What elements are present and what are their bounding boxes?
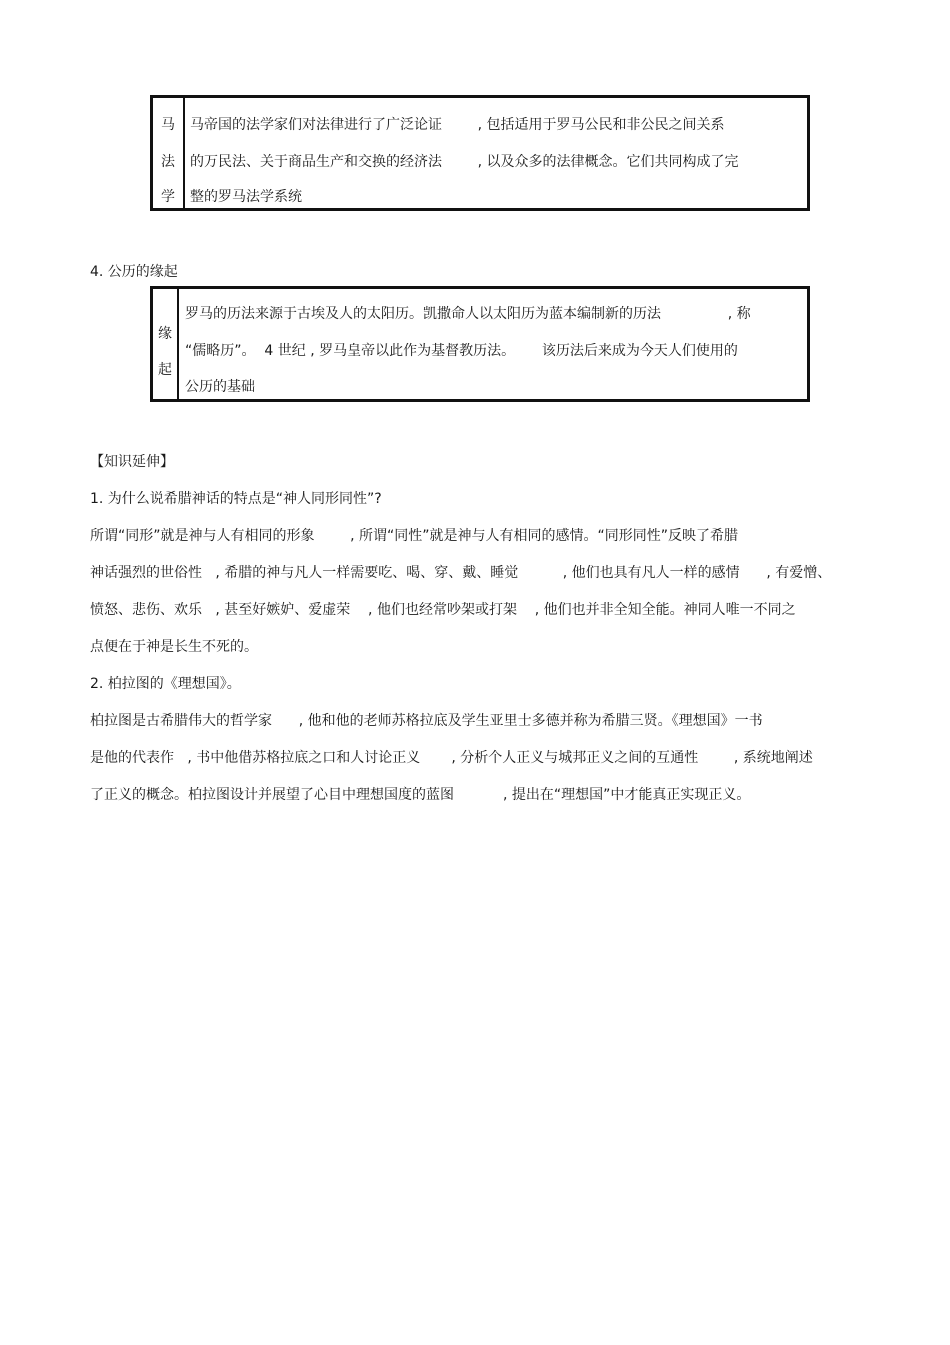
- section-heading-calendar: 4. 公历的缘起: [90, 264, 178, 280]
- roman-law-text-line: 马帝国的法学家们对法律进行了广泛论证 , 包括适用于罗马公民和非公民之间关系: [190, 117, 725, 133]
- roman-law-label-column: [153, 98, 185, 208]
- roman-law-box: [150, 95, 810, 211]
- question-1-paragraph-line: 点便在于神是长生不死的。: [90, 639, 258, 655]
- question-2-paragraph-line: 了正义的概念。柏拉图设计并展望了心目中理想国度的蓝图 , 提出在“理想国”中才能真正实现正义。: [90, 787, 751, 803]
- calendar-origin-label-char: 缘: [158, 326, 172, 342]
- roman-law-label-char: 学: [161, 189, 175, 205]
- calendar-origin-text-line: 公历的基础: [185, 379, 255, 395]
- question-1-paragraph-line: 愤怒、悲伤、欢乐 , 甚至好嫉妒、爱虚荣 , 他们也经常吵架或打架 , 他们也并非全知全能。神同人唯一不同之: [90, 602, 796, 618]
- question-1-paragraph-line: 神话强烈的世俗性 , 希腊的神与凡人一样需要吃、喝、穿、戴、睡觉 , 他们也具有凡人一样的感情 , 有爱憎、: [90, 565, 832, 581]
- question-1-title: 1. 为什么说希腊神话的特点是“神人同形同性”?: [90, 491, 382, 507]
- calendar-origin-box: [150, 286, 810, 402]
- question-1-paragraph-line: 所谓“同形”就是神与人有相同的形象 , 所谓“同性”就是神与人有相同的感情。“同形同性”反映了希腊: [90, 528, 739, 544]
- question-2-title: 2. 柏拉图的《理想国》。: [90, 676, 241, 692]
- question-2-paragraph-line: 是他的代表作 , 书中他借苏格拉底之口和人讨论正义 , 分析个人正义与城邦正义之间的互通性 , 系统地阐述: [90, 750, 813, 766]
- knowledge-extension-heading: 【知识延伸】: [90, 454, 174, 470]
- roman-law-label-char: 马: [161, 117, 175, 133]
- calendar-origin-text-line: 罗马的历法来源于古埃及人的太阳历。凯撒命人以太阳历为蓝本编制新的历法 , 称: [185, 306, 751, 322]
- roman-law-text-line: 整的罗马法学系统: [190, 189, 302, 205]
- calendar-origin-text-line: “儒略历”。 4 世纪 , 罗马皇帝以此作为基督教历法。 该历法后来成为今天人们使用的: [185, 343, 738, 359]
- calendar-origin-label-column: [153, 289, 179, 399]
- roman-law-text-line: 的万民法、关于商品生产和交换的经济法 , 以及众多的法律概念。它们共同构成了完: [190, 154, 739, 170]
- calendar-origin-label-char: 起: [158, 362, 172, 378]
- roman-law-label-char: 法: [161, 154, 175, 170]
- question-2-paragraph-line: 柏拉图是古希腊伟大的哲学家 , 他和他的老师苏格拉底及学生亚里士多德并称为希腊三贤。《理想国》一书: [90, 713, 763, 729]
